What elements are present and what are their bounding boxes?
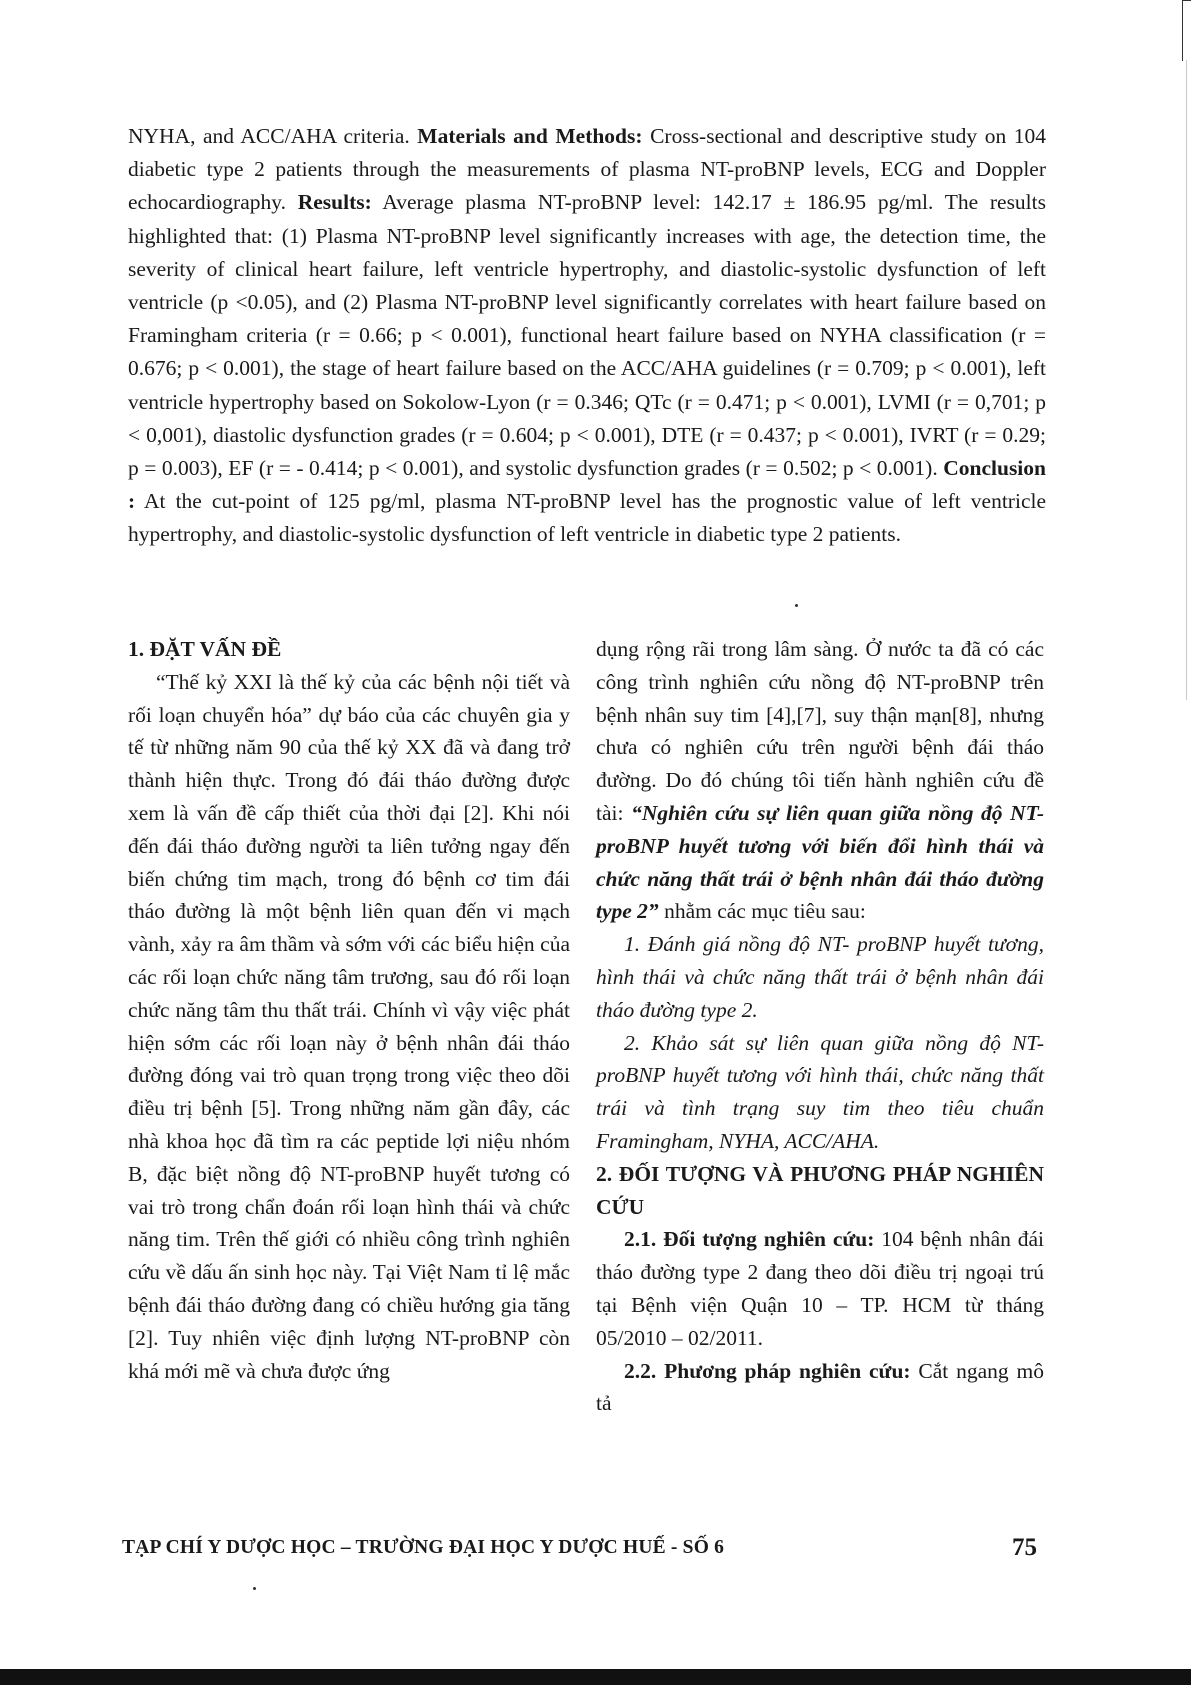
- section-1-continuation: [596, 633, 1044, 928]
- body-text: nhằm các mục tiêu sau:: [658, 899, 866, 924]
- page-number: 75: [1012, 1534, 1037, 1561]
- objective-1: 1. Đánh giá nồng độ NT- proBNP huyết tương, hình thái và chức năng thất trái ở bệnh nhân đái tháo đường type 2.: [596, 932, 1044, 1022]
- section-1-heading: 1. ĐẶT VẤN ĐỀ: [128, 637, 282, 661]
- left-column: [128, 633, 570, 1387]
- abstract-text: At the cut-point of 125 pg/ml, plasma NT-proBNP level has the prognostic value of left ventricle hypertrophy, and diastolic-systolic dysfunction of left ventricle in diabetic type 2 patients.: [128, 489, 1046, 547]
- study-title: “Nghiên cứu sự liên quan giữa nồng độ NT-proBNP huyết tương với biến đổi hình thái và chức năng thất trái ở bệnh nhân đái tháo đường type 2”: [596, 800, 1045, 924]
- body-text: 104 bệnh nhân đái tháo đường type 2 đang theo dõi điều trị ngoại trú tại Bệnh viện Quận 10 – TP. HCM từ tháng 05/2010 – 02/2011.: [596, 1227, 1044, 1350]
- conclusion-label: Conclusion :: [128, 456, 1046, 514]
- section-2-heading: 2. ĐỐI TƯỢNG VÀ PHƯƠNG PHÁP NGHIÊN CỨU: [596, 1161, 1044, 1219]
- subsection-2-1-label: 2.1. Đối tượng nghiên cứu:: [624, 1227, 875, 1252]
- scan-edge-line: [1186, 60, 1187, 700]
- body-text: dụng rộng rãi trong lâm sàng. Ở nước ta đã có các công trình nghiên cứu nồng độ NT-proBNP trên bệnh nhân suy tim [4],[7], suy thận mạn[8], nhưng chưa có nghiên cứu trên người bệnh đái tháo đường. Do đó chúng tôi tiến hành nghiên cứu đề tài:: [596, 637, 1044, 825]
- subsection-2-1: [596, 1223, 1044, 1354]
- abstract-text: Average plasma NT-proBNP level: 142.17 ± 186.95 pg/ml. The results highlighted that: (1) Plasma NT-proBNP level significantly increases with age, the detection time, the severity of clinical heart failure, left ventricle hypertrophy, and diastolic-systolic dysfunction of left ventricle (p <0.05), and (2) Plasma NT-proBNP level significantly correlates with heart failure based on Framingham criteria (r = 0.66; p < 0.001), functional heart failure based on NYHA classification (r = 0.676; p < 0.001), the stage of heart failure based on the ACC/AHA guidelines (r = 0.709; p < 0.001), left ventricle hypertrophy based on Sokolow-Lyon (r = 0.346; QTc (r = 0.471; p < 0.001), LVMI (r = 0,701; p < 0,001), diastolic dysfunction grades (r = 0.604; p < 0.001), DTE (r = 0.437; p < 0.001), IVRT (r = 0.29; p = 0.003), EF (r = - 0.414; p < 0.001), and systolic dysfunction grades (r = 0.502; p < 0.001).: [128, 190, 1046, 481]
- materials-methods-label: Materials and Methods:: [417, 124, 643, 148]
- subsection-2-2: [596, 1355, 1044, 1421]
- results-label: Results:: [297, 190, 372, 215]
- scan-speck: [253, 1587, 256, 1590]
- journal-footer: TẠP CHÍ Y DƯỢC HỌC – TRƯỜNG ĐẠI HỌC Y DƯỢC HUẾ - SỐ 6: [122, 1537, 725, 1558]
- right-column: [596, 633, 1044, 1420]
- crop-mark: [1182, 0, 1191, 61]
- section-1-paragraph: “Thế kỷ XXI là thế kỷ của các bệnh nội tiết và rối loạn chuyển hóa” dự báo của các chuyên gia y tế từ những năm 90 của thế kỷ XX đã và đang trở thành hiện thực. Trong đó đái tháo đường được xem là vấn đề cấp thiết của thời đại [2]. Khi nói đến đái tháo đường người ta liên tưởng ngay đến biến chứng tim mạch, trong đó bệnh cơ tim đái tháo đường là một bệnh liên quan đến vi mạch vành, xảy ra âm thầm và sớm với các biểu hiện của các rối loạn chức năng tâm trương, sau đó rối loạn chức năng tâm thu thất trái. Chính vì vậy việc phát hiện sớm các rối loạn này ở bệnh nhân đái tháo đường đóng vai trò quan trọng trong việc theo dõi điều trị bệnh [5]. Trong những năm gần đây, các nhà khoa học đã tìm ra các peptide lợi niệu nhóm B, đặc biệt nồng độ NT-proBNP huyết tương có vai trò trong chẩn đoán rối loạn hình thái và chức năng tim. Trên thế giới có nhiều công trình nghiên cứu về dấu ấn sinh học này. Tại Việt Nam tỉ lệ mắc bệnh đái tháo đường đang có chiều hướng gia tăng [2]. Tuy nhiên việc định lượng NT-proBNP còn khá mới mẽ và chưa được ứng: [128, 669, 570, 1383]
- abstract-text: NYHA, and ACC/AHA criteria.: [128, 124, 418, 148]
- scan-speck: [795, 604, 798, 607]
- abstract-text: Cross-sectional and descriptive study on 104 diabetic type 2 patients through the measurements of plasma NT-proBNP levels, ECG and Doppler echocardiography.: [128, 124, 1046, 215]
- english-abstract: [128, 120, 1046, 552]
- subsection-2-2-label: 2.2. Phương pháp nghiên cứu:: [624, 1358, 911, 1383]
- scan-bottom-band: [0, 1669, 1191, 1685]
- objective-2: 2. Khảo sát sự liên quan giữa nồng độ NT-proBNP huyết tương với hình thái, chức năng thất trái và tình trạng suy tim theo tiêu chuẩn Framingham, NYHA, ACC/AHA.: [596, 1030, 1044, 1153]
- body-text: Cắt ngang mô tả: [596, 1358, 1044, 1416]
